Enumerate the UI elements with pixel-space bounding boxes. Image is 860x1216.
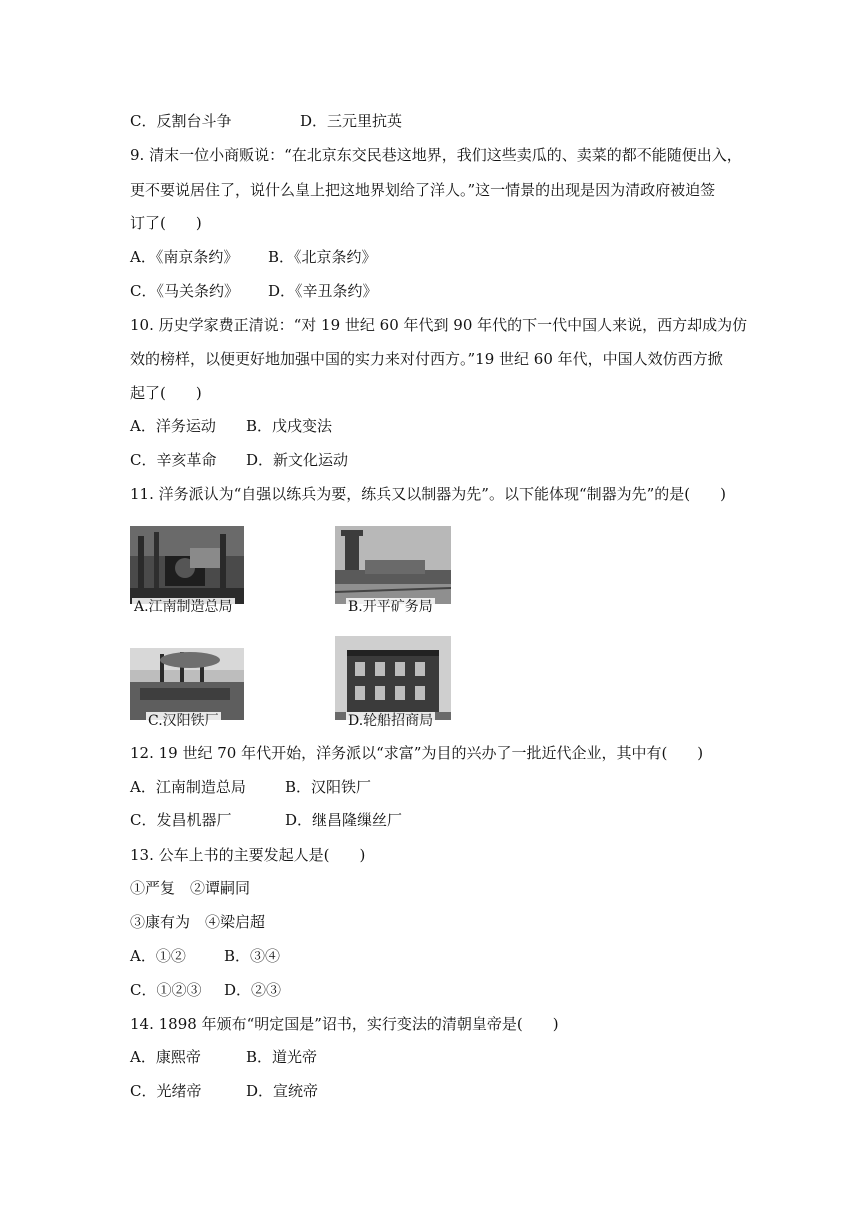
q9-stem-line3: 订了( ) (130, 214, 202, 232)
q13-items-line2: ③康有为 ④梁启超 (130, 913, 266, 931)
q13-stem: 13. 公车上书的主要发起人是( ) (130, 846, 366, 864)
q12-option-c: C．发昌机器厂 (130, 811, 232, 829)
caption-b: B.开平矿务局 (348, 599, 433, 615)
q9-option-d: D．《辛丑条约》 (268, 282, 378, 300)
q12-stem: 12. 19 世纪 70 年代开始，洋务派以“求富”为目的兴办了一批近代企业，其中有( ) (130, 744, 704, 762)
q8-option-d: D．三元里抗英 (300, 112, 403, 130)
photo-jiangnan-arsenal (130, 526, 244, 604)
q13-option-b: B．③④ (224, 947, 281, 965)
q13-option-d: D．②③ (224, 981, 282, 999)
q11-stem: 11. 洋务派认为“自强以练兵为要，练兵又以制器为先”。以下能体现“制器为先”的是( ) (130, 485, 727, 503)
caption-d: D.轮船招商局 (348, 713, 434, 729)
q10-stem-line2: 效的榜样，以便更好地加强中国的实力来对付西方。”19 世纪 60 年代，中国人效仿西方掀 (130, 350, 723, 368)
q10-option-a: A．洋务运动 (130, 417, 216, 435)
q12-option-a: A．江南制造总局 (130, 778, 246, 796)
photo-hanyang-ironworks (130, 648, 244, 720)
q13-option-c: C．①②③ (130, 981, 202, 999)
q14-option-b: B．道光帝 (246, 1048, 318, 1066)
q10-option-b: B．戊戌变法 (246, 417, 333, 435)
q10-stem-line1: 10. 历史学家费正清说：“对 19 世纪 60 年代到 90 年代的下一代中国人来说，西方却成为仿 (130, 316, 748, 334)
q10-option-d: D．新文化运动 (246, 451, 349, 469)
caption-c: C.汉阳铁厂 (148, 713, 219, 729)
q10-stem-line3: 起了( ) (130, 384, 202, 402)
q12-option-b: B．汉阳铁厂 (285, 778, 372, 796)
q13-items-line1: ①严复 ②谭嗣同 (130, 879, 251, 897)
q14-option-d: D．宣统帝 (246, 1082, 319, 1100)
q14-option-a: A．康熙帝 (130, 1048, 201, 1066)
q10-option-c: C．辛亥革命 (130, 451, 217, 469)
q12-option-d: D．继昌隆缫丝厂 (285, 811, 403, 829)
q14-option-c: C．光绪帝 (130, 1082, 202, 1100)
caption-a: A.江南制造总局 (134, 599, 233, 615)
q13-option-a: A．①② (130, 947, 186, 965)
photo-china-merchants-steam (335, 636, 451, 720)
photo-kaiping-mines (335, 526, 451, 604)
q8-option-c: C．反割台斗争 (130, 112, 232, 130)
q9-stem-line2: 更不要说居住了，说什么皇上把这地界划给了洋人。”这一情景的出现是因为清政府被迫签 (130, 181, 716, 199)
q9-stem-line1: 9. 清末一位小商贩说：“在北京东交民巷这地界，我们这些卖瓜的、卖菜的都不能随便出入， (130, 146, 742, 164)
q14-stem: 14. 1898 年颁布“明定国是”诏书，实行变法的清朝皇帝是( ) (130, 1015, 559, 1033)
q9-option-c: C．《马关条约》 (130, 282, 239, 300)
q9-option-a: A．《南京条约》 (130, 248, 239, 266)
q9-option-b: B．《北京条约》 (268, 248, 377, 266)
